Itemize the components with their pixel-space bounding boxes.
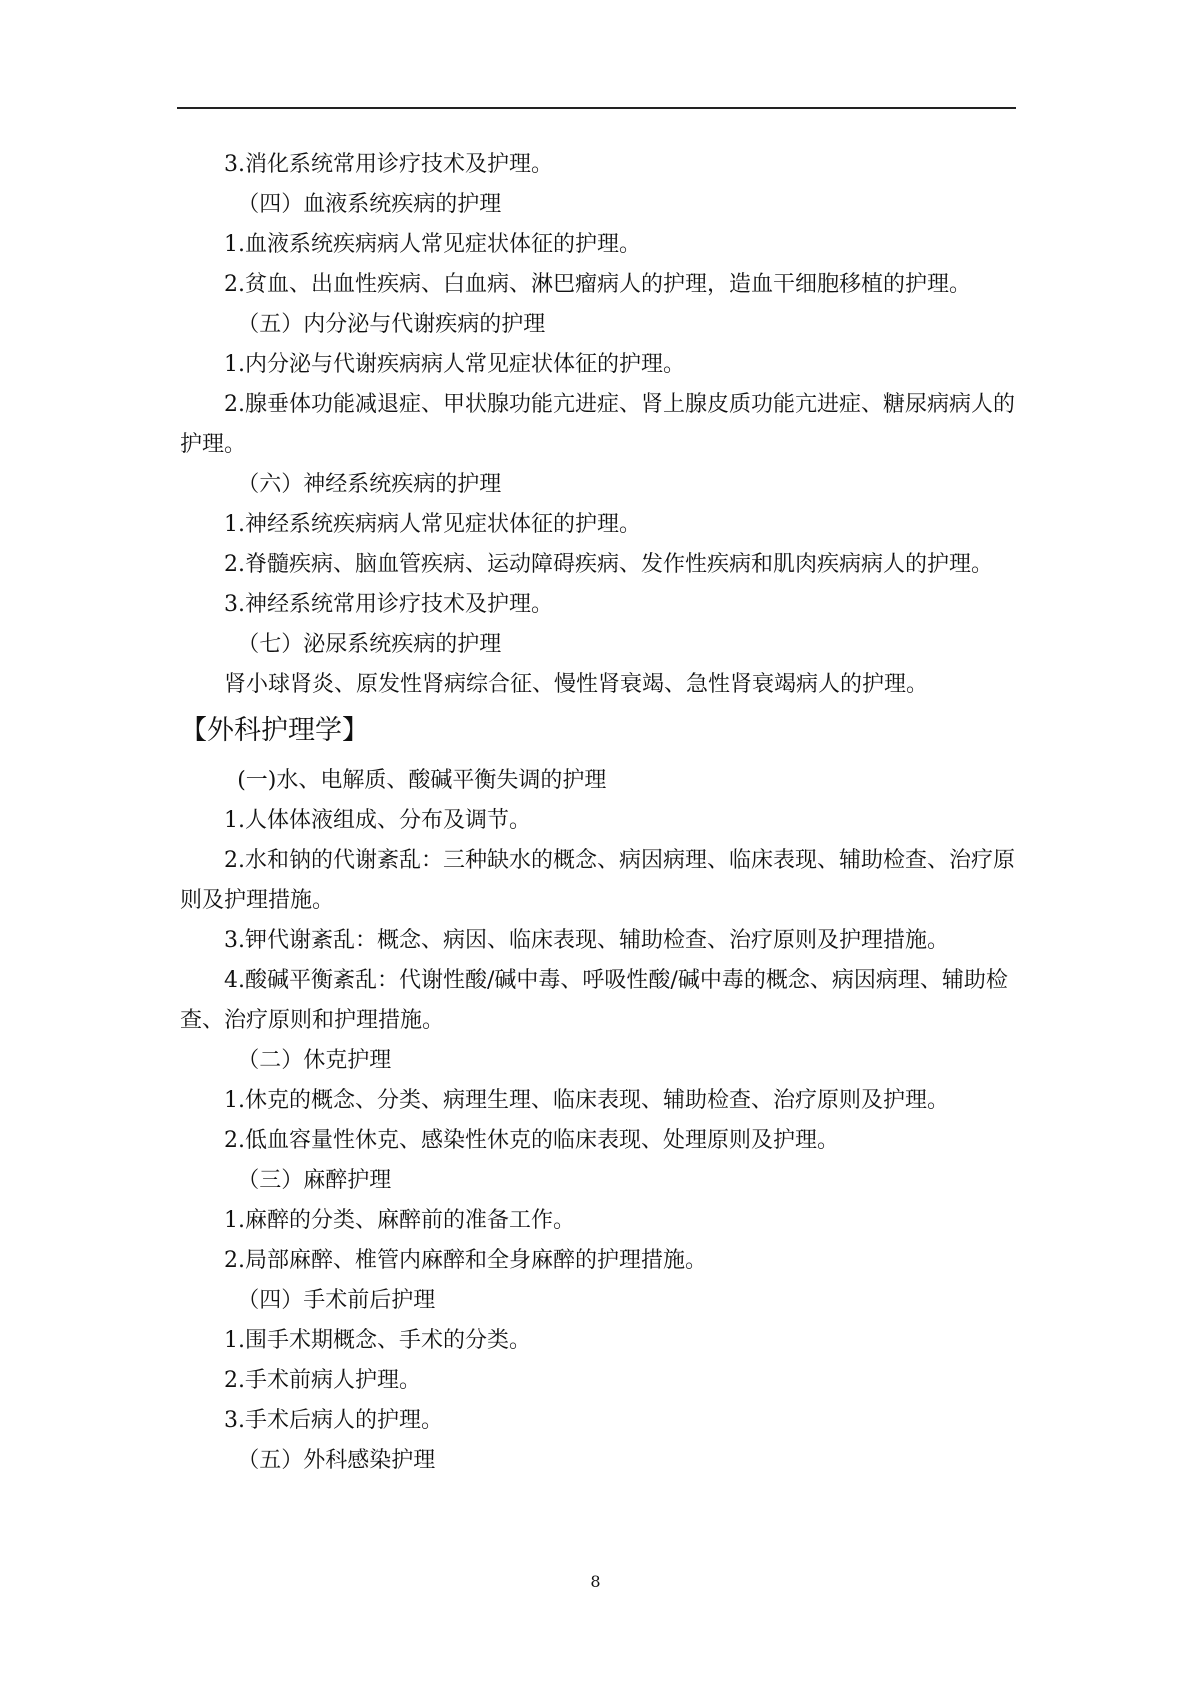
paragraph: 3.手术后病人的护理。 [224, 1408, 443, 1433]
subsection-heading: （二）休克护理 [237, 1048, 392, 1073]
subsection-heading: (一)水、电解质、酸碱平衡失调的护理 [237, 768, 607, 793]
subsection-heading: （六）神经系统疾病的护理 [237, 472, 502, 497]
subsection-heading: （三）麻醉护理 [237, 1168, 392, 1193]
paragraph: 2.手术前病人护理。 [224, 1368, 421, 1393]
document-body [180, 145, 1015, 1481]
subsection-heading: （七）泌尿系统疾病的护理 [237, 632, 502, 657]
paragraph: 1.人体体液组成、分布及调节。 [224, 808, 531, 833]
paragraph: 2.低血容量性休克、感染性休克的临床表现、处理原则及护理。 [224, 1128, 839, 1153]
paragraph: 1.血液系统疾病病人常见症状体征的护理。 [224, 232, 641, 257]
paragraph: 3.钾代谢紊乱：概念、病因、临床表现、辅助检查、治疗原则及护理措施。 [224, 928, 949, 953]
paragraph: 肾小球肾炎、原发性肾病综合征、慢性肾衰竭、急性肾衰竭病人的护理。 [224, 672, 929, 697]
paragraph: 1.内分泌与代谢疾病病人常见症状体征的护理。 [224, 352, 685, 377]
header-rule [177, 107, 1016, 109]
subsection-heading: （五）外科感染护理 [237, 1448, 436, 1473]
paragraph: 1.神经系统疾病病人常见症状体征的护理。 [224, 512, 641, 537]
paragraph: 1.休克的概念、分类、病理生理、临床表现、辅助检查、治疗原则及护理。 [224, 1088, 949, 1113]
paragraph: 1.麻醉的分类、麻醉前的准备工作。 [224, 1208, 575, 1233]
paragraph: 2.水和钠的代谢紊乱：三种缺水的概念、病因病理、临床表现、辅助检查、治疗原则及护理措施。 [180, 848, 1015, 913]
paragraph: 1.围手术期概念、手术的分类。 [224, 1328, 531, 1353]
subsection-heading: （五）内分泌与代谢疾病的护理 [237, 312, 546, 337]
paragraph: 3.消化系统常用诊疗技术及护理。 [224, 152, 553, 177]
paragraph: 3.神经系统常用诊疗技术及护理。 [224, 592, 553, 617]
subsection-heading: （四）手术前后护理 [237, 1288, 436, 1313]
page-number: 8 [590, 1572, 601, 1591]
paragraph: 4.酸碱平衡紊乱：代谢性酸/碱中毒、呼吸性酸/碱中毒的概念、病因病理、辅助检查、治疗原则和护理措施。 [180, 968, 1008, 1033]
paragraph: 2.脊髓疾病、脑血管疾病、运动障碍疾病、发作性疾病和肌肉疾病病人的护理。 [224, 552, 993, 577]
section-title: 【外科护理学】 [180, 715, 369, 746]
subsection-heading: （四）血液系统疾病的护理 [237, 192, 502, 217]
paragraph: 2.局部麻醉、椎管内麻醉和全身麻醉的护理措施。 [224, 1248, 707, 1273]
paragraph: 2.贫血、出血性疾病、白血病、淋巴瘤病人的护理，造血干细胞移植的护理。 [224, 272, 971, 297]
paragraph: 2.腺垂体功能减退症、甲状腺功能亢进症、肾上腺皮质功能亢进症、糖尿病病人的护理。 [180, 392, 1015, 457]
